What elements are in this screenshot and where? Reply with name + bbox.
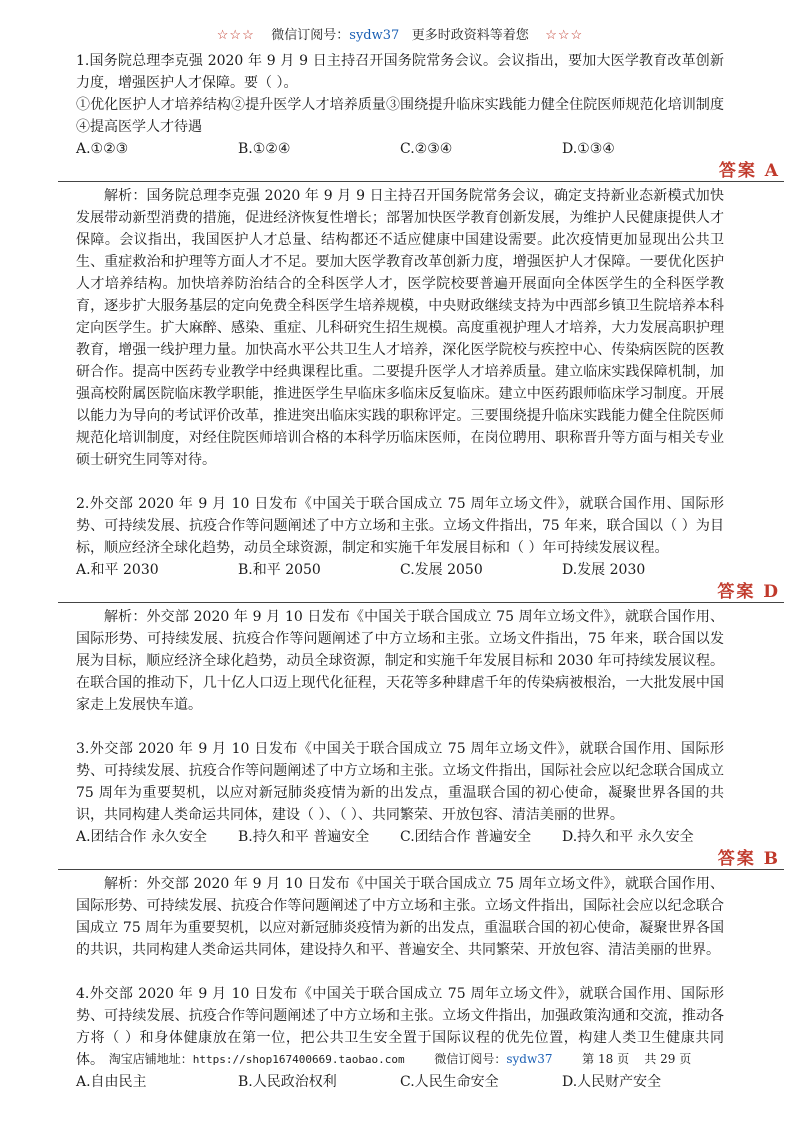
option-a: A.团结合作 永久安全 bbox=[76, 829, 208, 845]
question-3-explanation: 解析：外交部 2020 年 9 月 10 日发布《中国关于联合国成立 75 周年立场文件》，就联合国作用、国际形势、可持续发展、抗疫合作等问题阐述了中方立场和主张。立场文件指出，国际社会应以纪念联合国成立 75 周年为重要契机，以应对新冠肺炎疫情为新的出发点，重温联合国的初心使命，凝聚世界各国的共识，共同构建人类命运共同体，建设持久和平、普遍安全、共同繁荣、开放包容、清洁美丽的世界。 bbox=[76, 876, 724, 958]
option-b: B.人民政治权利 bbox=[238, 1074, 337, 1090]
question-1-items: ①优化医护人才培养结构②提升医学人才培养质量③围绕提升临床实践能力健全住院医师规范化培训制度④提高医学人才待遇 bbox=[76, 97, 724, 135]
question-3-stem: 3.外交部 2020 年 9 月 10 日发布《中国关于联合国成立 75 周年立场文件》，就联合国作用、国际形势、可持续发展、抗疫合作等问题阐述了中方立场和主张。立场文件指出，国际社会应以纪念联合国成立 75 周年为重要契机，以应对新冠肺炎疫情为新的出发点，重温联合国的初心使命，凝聚世界各国的共识，共同构建人类命运共同体，建设（ ）、（ ）、共同繁荣、开放包容、清洁美丽的世界。 bbox=[76, 741, 724, 823]
option-b: B.①②④ bbox=[238, 141, 291, 157]
option-b: B.持久和平 普遍安全 bbox=[238, 829, 370, 845]
footer-total-pages: 共 29 页 bbox=[644, 1052, 692, 1066]
page-footer bbox=[0, 1050, 800, 1067]
option-d: D.发展 2030 bbox=[562, 562, 646, 578]
question-2-options bbox=[76, 559, 724, 581]
footer-shop-url[interactable]: https://shop167400669.taobao.com bbox=[192, 1053, 405, 1066]
question-1-explanation: 解析：国务院总理李克强 2020 年 9 月 9 日主持召开国务院常务会议，确定支持新业态新模式加快发展带动新型消费的措施，促进经济恢复性增长；部署加快医学教育创新发展，为维护人民健康提供人才保障。会议指出，我国医护人才总量、结构都还不适应健康中国建设需要。此次疫情更加显现出公共卫生、重症救治和护理等方面人才不足。要加大医学教育改革创新力度，增强医护人才保障。一要优化医护人才培养结构。加快培养防治结合的全科医学人才，医学院校要普遍开展面向全体医学生的全科医学教育，逐步扩大服务基层的定向免费全科医学生培养规模，中央财政继续支持为中西部乡镇卫生院培养本科定向医学生。扩大麻醉、感染、重症、儿科研究生招生规模。高度重视护理人才培养，大力发展高职护理教育，增强一线护理力量。加快高水平公共卫生人才培养，深化医学院校与疾控中心、传染病医院的医教研合作。提高中医药专业教学中经典课程比重。二要提升医学人才培养质量。建立临床实践保障机制，加强高校附属医院临床教学职能，推进医学生早临床多临床反复临床。建立中医药跟师临床学习制度。开展以能力为导向的考试评价改革，推进突出临床实践的职称评定。三要围绕提升临床实践能力健全住院医师规范化培训制度，对经住院医师培训合格的本科学历临床医师，在岗位聘用、职称晋升等方面与相关专业硕士研究生同等对待。 bbox=[76, 188, 724, 468]
question-2-explanation: 解析：外交部 2020 年 9 月 10 日发布《中国关于联合国成立 75 周年立场文件》，就联合国作用、国际形势、可持续发展、抗疫合作等问题阐述了中方立场和主张。立场文件指出，75 年来，联合国以发展为目标，顺应经济全球化趋势，动员全球资源，制定和实施千年发展目标和 2030 年可持续发展议程。在联合国的推动下，几十亿人口迈上现代化征程，天花等多种肆虐千年的传染病被根治，一大批发展中国家走上发展快车道。 bbox=[76, 609, 724, 713]
option-d: D.①③④ bbox=[562, 141, 615, 157]
answer-divider bbox=[58, 869, 784, 870]
question-3-options bbox=[76, 826, 724, 848]
question-4-stem: 4.外交部 2020 年 9 月 10 日发布《中国关于联合国成立 75 周年立场文件》，就联合国作用、国际形势、可持续发展、抗疫合作等问题阐述了中方立场和主张。立场文件指出，加强政策沟通和交流，推动各方将（ ）和身体健康放在第一位，把公共卫生安全置于国际议程的优先位置，构建人类卫生健康共同体。 bbox=[76, 986, 724, 1068]
footer-shop-label: 淘宝店铺地址： bbox=[108, 1052, 193, 1066]
answer-divider bbox=[58, 602, 784, 603]
option-b: B.和平 2050 bbox=[238, 562, 321, 578]
page-header bbox=[0, 27, 800, 45]
option-d: D.人民财产安全 bbox=[562, 1074, 662, 1090]
question-3-answer-row bbox=[76, 849, 780, 871]
header-slogan: 更多时政资料等着您 bbox=[411, 28, 529, 43]
header-account: sydw37 bbox=[349, 28, 400, 43]
question-4-options bbox=[76, 1071, 724, 1093]
header-label: 微信订阅号： bbox=[271, 28, 350, 43]
option-c: C.发展 2050 bbox=[400, 562, 483, 578]
header-stars-left: ☆☆☆ bbox=[216, 28, 255, 43]
question-2-stem: 2.外交部 2020 年 9 月 10 日发布《中国关于联合国成立 75 周年立场文件》，就联合国作用、国际形势、可持续发展、抗疫合作等问题阐述了中方立场和主张。立场文件指出，75 年来，联合国以（ ）为目标，顺应经济全球化趋势，动员全球资源，制定和实施千年发展目标和（ ）年可持续发展议程。 bbox=[76, 496, 724, 556]
footer-page-number: 第 18 页 bbox=[582, 1052, 630, 1066]
option-a: A.和平 2030 bbox=[76, 562, 159, 578]
answer-divider bbox=[58, 181, 784, 182]
question-1-answer: 答案 A bbox=[718, 161, 780, 181]
question-1-answer-row bbox=[76, 161, 780, 183]
header-stars-right: ☆☆☆ bbox=[545, 28, 584, 43]
option-d: D.持久和平 永久安全 bbox=[562, 829, 694, 845]
question-1-options bbox=[76, 138, 724, 160]
option-c: C.团结合作 普遍安全 bbox=[400, 829, 532, 845]
question-content bbox=[76, 50, 780, 1093]
option-a: A.①②③ bbox=[76, 141, 129, 157]
option-a: A.自由民主 bbox=[76, 1074, 147, 1090]
footer-wechat-label: 微信订阅号： bbox=[434, 1052, 507, 1066]
option-c: C.②③④ bbox=[400, 141, 453, 157]
question-2-answer: 答案 D bbox=[717, 582, 780, 602]
option-c: C.人民生命安全 bbox=[400, 1074, 499, 1090]
question-3-answer: 答案 B bbox=[717, 849, 780, 869]
question-1-stem: 1.国务院总理李克强 2020 年 9 月 9 日主持召开国务院常务会议。会议指出，要加大医学教育改革创新力度，增强医护人才保障。要（ ）。 bbox=[76, 53, 724, 91]
footer-wechat-account: sydw37 bbox=[506, 1052, 553, 1066]
question-2-answer-row bbox=[76, 582, 780, 604]
